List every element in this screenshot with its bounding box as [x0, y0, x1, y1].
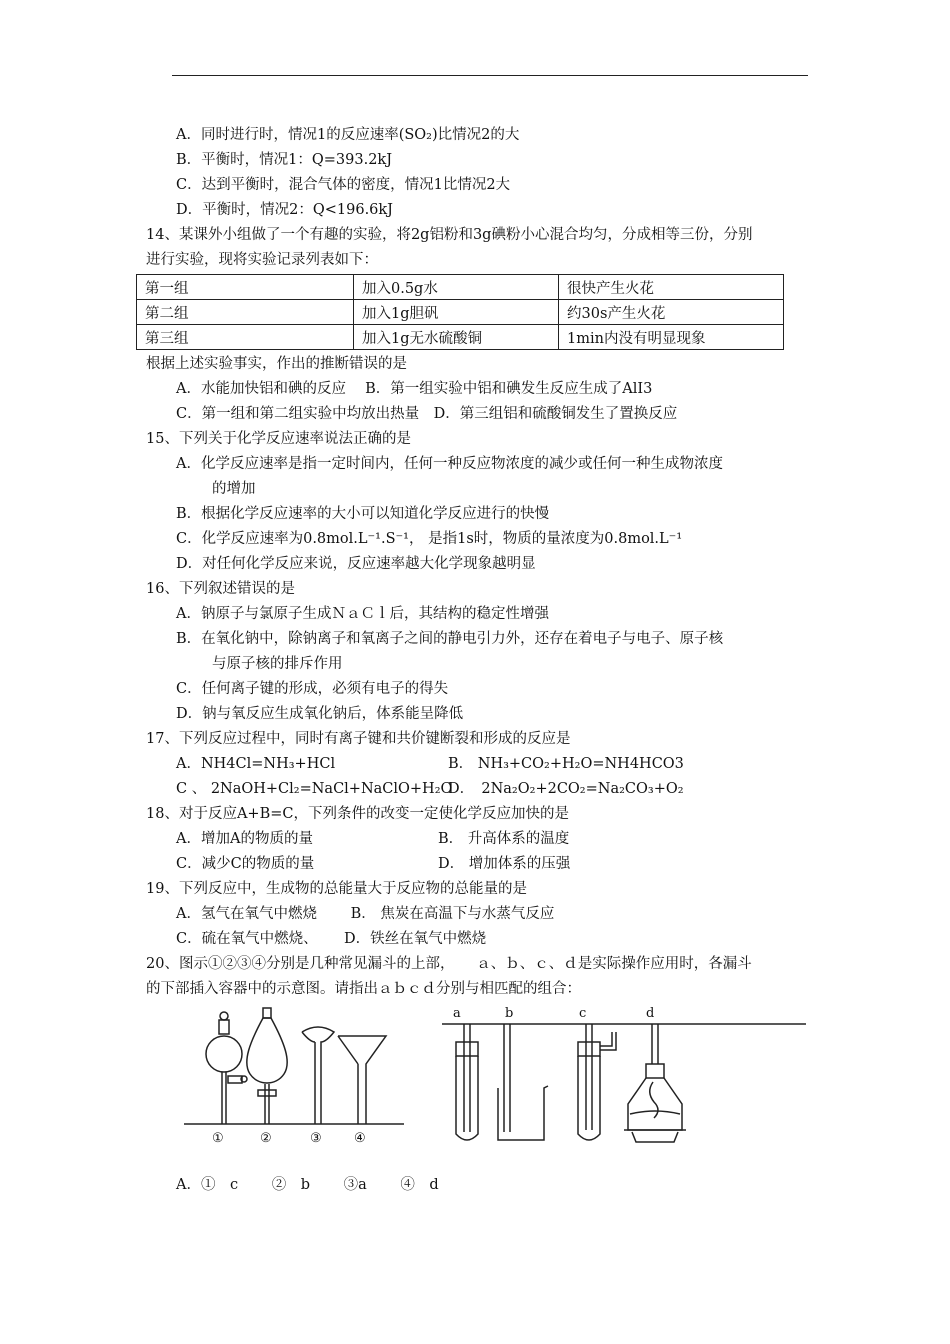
vessel-label-a: a [453, 1006, 461, 1021]
q20-stem-1: 20、图示①②③④分别是几种常见漏斗的上部， ａ、ｂ、ｃ、ｄ是实际操作应用时，各漏斗 [146, 956, 752, 972]
q17-stem: 17、下列反应过程中，同时有离子键和共价键断裂和形成的反应是 [146, 731, 571, 747]
q20-answer: A．① c ② b ③a ④ d [176, 1177, 439, 1193]
q16-stem: 16、下列叙述错误的是 [146, 581, 295, 597]
q18-option-d: D． 增加体系的压强 [438, 856, 571, 872]
table-cell: 加入1g无水硫酸铜 [354, 325, 559, 350]
table-cell: 很快产生火花 [559, 275, 784, 300]
q15-option-d: D．对任何化学反应来说，反应速率越大化学现象越明显 [176, 556, 536, 572]
table-cell: 第一组 [137, 275, 354, 300]
q18-option-c: C．减少C的物质的量 [176, 856, 315, 872]
table-cell: 加入1g胆矾 [354, 300, 559, 325]
q18-option-a: A．增加A的物质的量 [176, 831, 313, 847]
q15-option-b: B．根据化学反应速率的大小可以知道化学反应进行的快慢 [176, 506, 550, 522]
funnel-label-1: ① [212, 1131, 224, 1146]
q14-stem-2: 进行实验，现将实验记录列表如下： [146, 252, 378, 268]
q13-option-b: B．平衡时，情况1：Q=393.2kJ [176, 152, 393, 168]
q16-option-a: A．钠原子与氯原子生成ＮａＣｌ后，其结构的稳定性增强 [176, 606, 549, 622]
funnel-label-4: ④ [354, 1131, 366, 1146]
funnel-2-icon [247, 1008, 287, 1124]
q14-options-ab: A．水能加快铝和碘的反应 B．第一组实验中铝和碘发生反应生成了AlI3 [176, 381, 653, 397]
q17-option-c: C 、 2NaOH+Cl₂=NaCl+NaClO+H₂O [176, 781, 453, 797]
q19-options-cd: C．硫在氧气中燃烧、 D．铁丝在氧气中燃烧 [176, 931, 487, 947]
funnel-1-icon [206, 1012, 247, 1124]
q16-option-b-cont: 与原子核的排斥作用 [212, 656, 343, 672]
table-cell: 第三组 [137, 325, 354, 350]
q17-option-a: A．NH4Cl=NH₃+HCl [176, 756, 336, 772]
q16-option-d: D．钠与氧反应生成氧化钠后，体系能呈降低 [176, 706, 464, 722]
q14-options-cd: C．第一组和第二组实验中均放出热量 D．第三组铝和硫酸铜发生了置换反应 [176, 406, 678, 422]
q18-option-b: B． 升高体系的温度 [438, 831, 570, 847]
table-cell: 约30s产生火花 [559, 300, 784, 325]
q20-stem-2: 的下部插入容器中的示意图。请指出ａｂｃｄ分别与相匹配的组合： [146, 981, 581, 997]
q15-option-a-cont: 的增加 [212, 481, 256, 497]
funnel-4-icon [338, 1036, 386, 1124]
funnel-diagram [180, 1002, 820, 1152]
q13-option-c: C．达到平衡时，混合气体的密度，情况1比情况2大 [176, 177, 511, 193]
q14-after: 根据上述实验事实，作出的推断错误的是 [146, 356, 407, 372]
q16-option-b: B．在氧化钠中，除钠离子和氧离子之间的静电引力外，还存在着电子与电子、原子核 [176, 631, 724, 647]
q19-stem: 19、下列反应中，生成物的总能量大于反应物的总能量的是 [146, 881, 527, 897]
funnel-label-3: ③ [310, 1131, 322, 1146]
funnel-label-2: ② [260, 1131, 272, 1146]
vessel-a-icon [456, 1024, 478, 1140]
q16-option-c: C．任何离子键的形成，必须有电子的得失 [176, 681, 449, 697]
q15-option-a: A．化学反应速率是指一定时间内，任何一种反应物浓度的减少或任何一种生成物浓度 [176, 456, 723, 472]
q13-option-d: D．平衡时，情况2：Q<196.6kJ [176, 202, 393, 218]
q15-stem: 15、下列关于化学反应速率说法正确的是 [146, 431, 411, 447]
vessel-c-icon [578, 1024, 616, 1140]
funnel-3-icon [302, 1027, 334, 1124]
vessel-label-c: c [579, 1006, 587, 1021]
header-rule [172, 75, 808, 76]
q18-stem: 18、对于反应A+B=C，下列条件的改变一定使化学反应加快的是 [146, 806, 569, 822]
q13-option-a: A．同时进行时，情况1的反应速率(SO₂)比情况2的大 [176, 127, 520, 143]
q19-options-ab: A．氢气在氧气中燃烧 B． 焦炭在高温下与水蒸气反应 [176, 906, 555, 922]
vessel-d-icon [624, 1024, 686, 1142]
table-cell: 1min内没有明显现象 [559, 325, 784, 350]
table-cell: 加入0.5g水 [354, 275, 559, 300]
q17-option-b: B． NH₃+CO₂+H₂O=NH4HCO3 [448, 756, 684, 772]
q17-option-d: D． 2Na₂O₂+2CO₂=Na₂CO₃+O₂ [448, 781, 684, 797]
vessel-b-icon [498, 1024, 548, 1140]
table-row [137, 325, 784, 350]
table-row [137, 300, 784, 325]
experiment-table [136, 274, 784, 350]
q14-stem-1: 14、某课外小组做了一个有趣的实验，将2g铝粉和3g碘粉小心混合均匀，分成相等三份，分别 [146, 227, 753, 243]
table-row [137, 275, 784, 300]
q15-option-c: C．化学反应速率为0.8mol.L⁻¹.S⁻¹， 是指1s时，物质的量浓度为0.8mol.L⁻¹ [176, 531, 683, 547]
vessel-label-d: d [646, 1006, 655, 1021]
vessel-label-b: b [505, 1006, 514, 1021]
table-cell: 第二组 [137, 300, 354, 325]
